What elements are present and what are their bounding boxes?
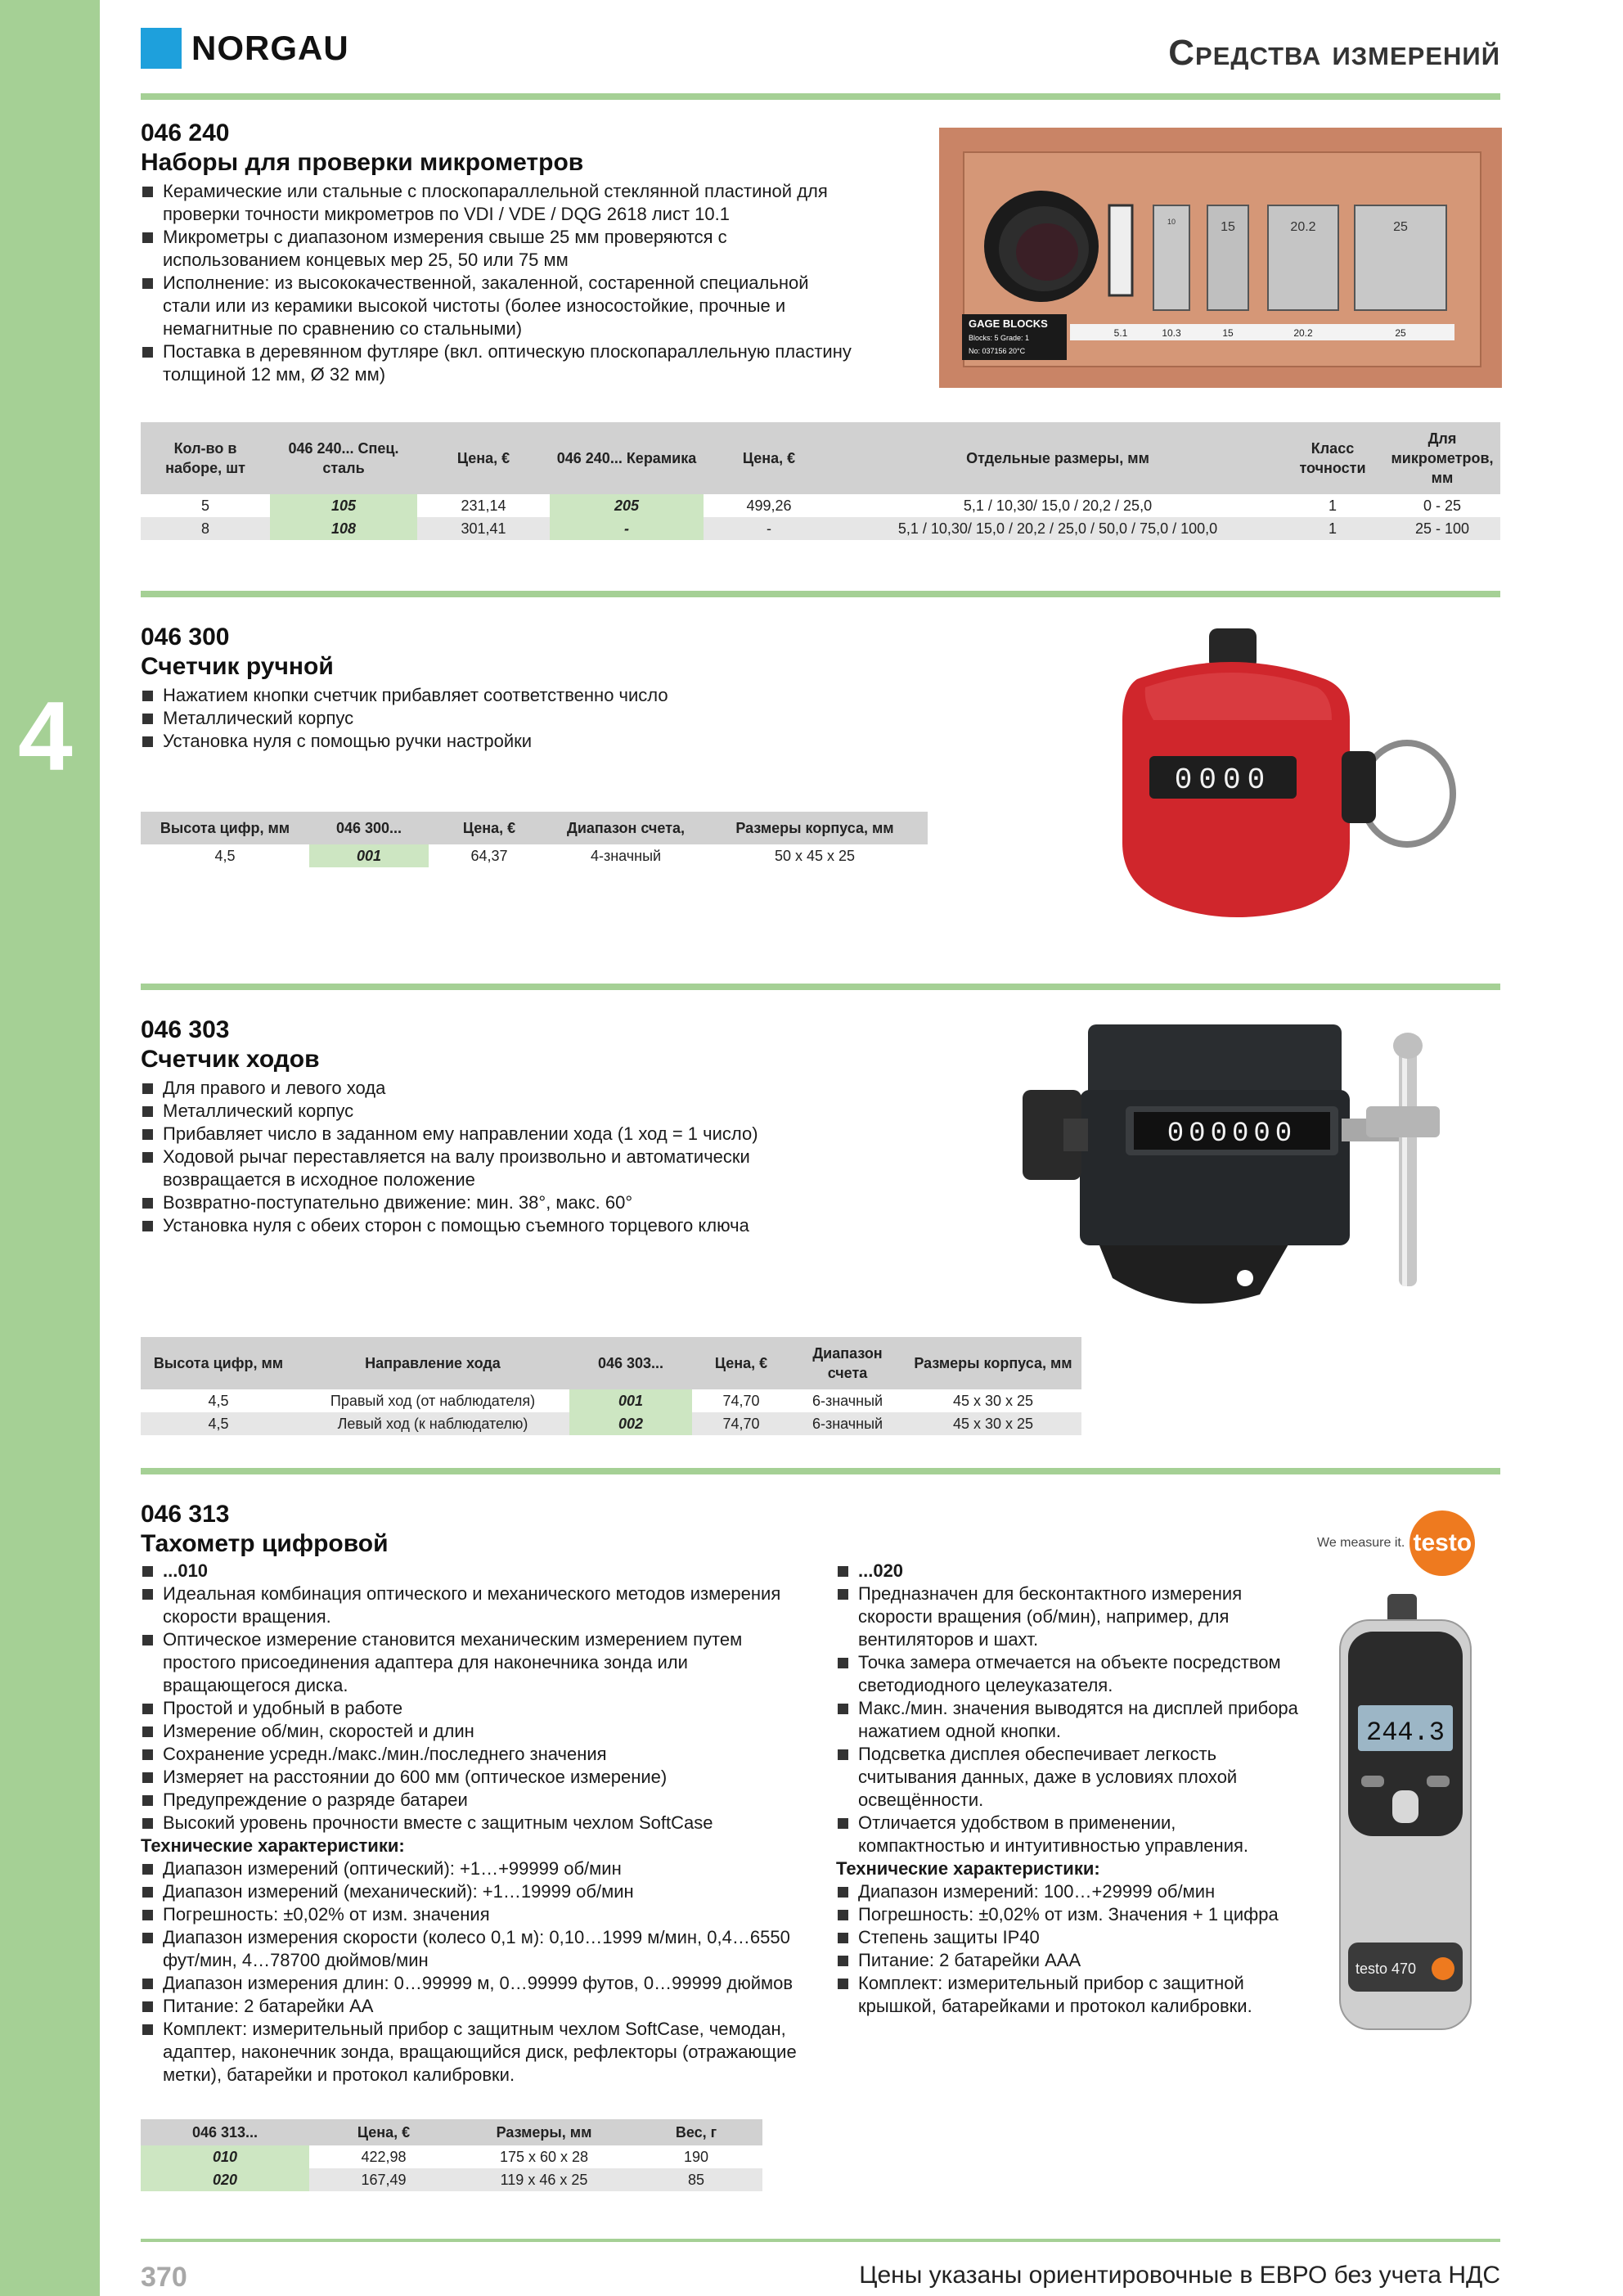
column-header: Размеры корпуса, мм (905, 1337, 1081, 1389)
scale-label: 10.3 (1162, 327, 1181, 339)
feature-item: Степень защиты IP40 (836, 1926, 1302, 1949)
scale-label: 25 (1395, 327, 1406, 339)
feature-item: Измерение об/мин, скоростей и длин (141, 1720, 812, 1743)
table-row (141, 494, 1500, 517)
cell: 499,26 (746, 497, 792, 514)
table-row (141, 1389, 1081, 1412)
table-row (141, 517, 1500, 540)
product-title: Счетчик ходов (141, 1046, 320, 1073)
feature-item: Погрешность: ±0,02% от изм. значения (141, 1903, 812, 1926)
brand-name: NORGAU (191, 29, 349, 67)
order-code-cell: 010 (141, 2145, 309, 2168)
block-label: 20.2 (1290, 220, 1316, 234)
cell: 4,5 (141, 1412, 296, 1435)
chapter-sidebar (0, 0, 100, 2296)
cell: 175 x 60 x 28 (499, 2148, 589, 2165)
feature-list (141, 1077, 852, 1237)
divider (141, 2239, 1500, 2242)
table-header-row (141, 2119, 762, 2145)
label-plate-text: Blocks: 5 Grade: 1 (969, 334, 1030, 342)
feature-item: Комплект: измерительный прибор с защитным чехлом SoftCase, чемодан, адаптер, наконечник зонда, вращающийся диск, рефлекторы (отражающие метки), батарейки и протокол калибровки. (141, 2018, 812, 2087)
feature-list-010 (141, 1560, 812, 2087)
feature-item: Микрометры с диапазоном измерения свыше 25 мм проверяются с использованием концевых мер 25, 50 или 75 мм (141, 226, 852, 272)
table-header-row (141, 1337, 1081, 1389)
cell: 1 (1281, 517, 1384, 540)
order-code-cell: 001 (309, 844, 429, 867)
feature-item: Диапазон измерений: 100…+29999 об/мин (836, 1880, 1302, 1903)
scale-label: 5.1 (1113, 327, 1128, 339)
logo-square-icon (141, 28, 182, 69)
column-header: Цена, € (692, 1337, 790, 1389)
cell: 4-значный (590, 847, 662, 864)
cell: 119 x 46 x 25 (458, 2168, 630, 2191)
column-header: Кол-во в наборе, шт (141, 422, 270, 494)
article-number: 046 303 (141, 1016, 230, 1043)
scale-label: 15 (1222, 327, 1234, 339)
column-header: Высота цифр, мм (141, 1337, 296, 1389)
feature-list (141, 180, 852, 386)
spec-table (141, 2119, 762, 2191)
cell: 64,37 (470, 847, 508, 864)
column-header: Цена, € (704, 422, 834, 494)
feature-item: Высокий уровень прочности вместе с защитным чехлом SoftCase (141, 1812, 812, 1835)
tachometer-photo (1332, 1591, 1479, 2033)
testo-slogan: We measure it. (1317, 1536, 1405, 1550)
column-header: Для микрометров, мм (1384, 422, 1500, 494)
cell: 0 - 25 (1423, 497, 1462, 514)
cell: Правый ход (от наблюдателя) (330, 1392, 536, 1409)
feature-list-020 (836, 1560, 1302, 2018)
cell: 190 (683, 2148, 709, 2165)
cell: 45 x 30 x 25 (952, 1392, 1034, 1409)
feature-item: Отличается удобством в применении, компактностью и интуитивностью управления. (836, 1812, 1302, 1857)
feature-item: Предназначен для бесконтактного измерения скорости вращения (об/мин), например, для вентиляторов и шахт. (836, 1582, 1302, 1651)
table-row (141, 844, 928, 867)
feature-item: Исполнение: из высококачественной, закаленной, состаренной специальной стали или из керамики высокой чистоты (более износостойкие, прочные и немагнитные по сравнению со стальными) (141, 272, 852, 340)
order-code-cell: 002 (569, 1412, 692, 1435)
block-label: 10 (1167, 218, 1176, 226)
column-header: Направление хода (296, 1337, 569, 1389)
counter-digits: 000000 (1167, 1119, 1297, 1150)
column-header: Цена, € (429, 812, 550, 844)
divider (141, 591, 1500, 597)
feature-item: Установка нуля с помощью ручки настройки (141, 730, 877, 753)
table-header-row (141, 812, 928, 844)
cell: 74,70 (692, 1412, 790, 1435)
cell: 301,41 (417, 517, 550, 540)
feature-item: Питание: 2 батарейки ААА (836, 1949, 1302, 1972)
tachometer-display: 244.3 (1365, 1717, 1445, 1748)
feature-item: Точка замера отмечается на объекте посредством светодиодного целеуказателя. (836, 1651, 1302, 1697)
product-title: Наборы для проверки микрометров (141, 149, 584, 176)
section-title: Средства измерений (1168, 33, 1500, 73)
cell: 85 (630, 2168, 762, 2191)
column-header: Цена, € (309, 2119, 458, 2145)
feature-item: Нажатием кнопки счетчик прибавляет соответственно число (141, 684, 877, 707)
order-code-cell: 108 (270, 517, 417, 540)
divider (141, 93, 1500, 100)
feature-item: Питание: 2 батарейки АА (141, 1995, 812, 2018)
table-header-row (141, 422, 1500, 494)
column-header: 046 300... (309, 812, 429, 844)
cell: 50 x 45 x 25 (774, 847, 856, 864)
price-note: Цены указаны ориентировочные в ЕВРО без учета НДС (859, 2262, 1500, 2289)
feature-item: Поставка в деревянном футляре (вкл. оптическую плоскопараллельную пластину толщиной 12 мм, Ø 32 мм) (141, 340, 852, 386)
specs-heading: Технические характеристики: (836, 1858, 1100, 1879)
cell: 74,70 (722, 1392, 760, 1409)
column-header: Класс точности (1281, 422, 1384, 494)
column-header: 046 303... (569, 1337, 692, 1389)
cell: 4,5 (208, 1392, 229, 1409)
spec-table (141, 422, 1500, 540)
feature-item: Диапазон измерений (оптический): +1…+99999 об/мин (141, 1857, 812, 1880)
column-header: Высота цифр, мм (141, 812, 309, 844)
feature-item: Погрешность: ±0,02% от изм. Значения + 1 цифра (836, 1903, 1302, 1926)
order-code-cell: 020 (141, 2168, 309, 2191)
feature-item: Керамические или стальные с плоскопараллельной стеклянной пластиной для проверки точности микрометров по VDI / VDE / DQG 2618 лист 10.1 (141, 180, 852, 226)
cell: 45 x 30 x 25 (905, 1412, 1081, 1435)
cell: 5,1 / 10,30/ 15,0 / 20,2 / 25,0 (963, 497, 1153, 514)
feature-item: Комплект: измерительный прибор с защитной крышкой, батарейками и протокол калибровки. (836, 1972, 1302, 2018)
feature-item: Простой и удобный в работе (141, 1697, 812, 1720)
article-number: 046 313 (141, 1501, 230, 1528)
cell: 6-значный (812, 1392, 883, 1409)
order-code-cell: 205 (550, 494, 704, 517)
feature-item: Металлический корпус (141, 1100, 852, 1123)
gage-blocks-photo (939, 128, 1502, 388)
scale-label: 20.2 (1293, 327, 1313, 339)
hand-counter-photo (1104, 622, 1472, 925)
block-label: 25 (1393, 220, 1408, 234)
cell: 4,5 (214, 847, 236, 864)
cell: - (704, 517, 834, 540)
column-header: Отдельные размеры, мм (834, 422, 1281, 494)
testo-logo (1317, 1510, 1475, 1576)
cell: 8 (141, 517, 270, 540)
norgau-logo (141, 28, 349, 69)
product-title: Счетчик ручной (141, 653, 334, 680)
cell: 5,1 / 10,30/ 15,0 / 20,2 / 25,0 / 50,0 / 75,0 / 100,0 (834, 517, 1281, 540)
feature-item: ...020 (836, 1560, 1302, 1582)
feature-item: Подсветка дисплея обеспечивает легкость считывания данных, даже в условиях плохой освещённости. (836, 1743, 1302, 1812)
cell: 5 (200, 497, 209, 514)
feature-item: Сохранение усредн./макс./мин./последнего значения (141, 1743, 812, 1766)
block-label: 15 (1221, 220, 1235, 234)
order-code-cell: - (550, 517, 704, 540)
article-number: 046 300 (141, 624, 230, 651)
order-code-cell: 105 (270, 494, 417, 517)
tachometer-model: testo 470 (1355, 1961, 1417, 1977)
feature-item: Диапазон измерений (механический): +1…19999 об/мин (141, 1880, 812, 1903)
feature-item: Идеальная комбинация оптического и механического методов измерения скорости вращения. (141, 1582, 812, 1628)
feature-item: Предупреждение о разряде батареи (141, 1789, 812, 1812)
specs-heading: Технические характеристики: (141, 1835, 405, 1856)
sidebar-gap (100, 0, 116, 2296)
column-header: Диапазон счета, (550, 812, 702, 844)
label-plate-text: GAGE BLOCKS (969, 317, 1048, 330)
divider (141, 984, 1500, 990)
table-row (141, 1412, 1081, 1435)
feature-item: Измеряет на расстоянии до 600 мм (оптическое измерение) (141, 1766, 812, 1789)
spec-table (141, 812, 928, 867)
feature-item: Оптическое измерение становится механическим измерением путем простого присоединения адаптера для наконечника зонда или вращающегося диска. (141, 1628, 812, 1697)
label-plate-text: No: 037156 20°C (969, 347, 1026, 355)
cell: 1 (1328, 497, 1337, 514)
feature-item: Диапазон измерения скорости (колесо 0,1 м): 0,10…1999 м/мин, 0,4…6550 фут/мин, 4…78700 дюймов/мин (141, 1926, 812, 1972)
column-header: Размеры, мм (458, 2119, 630, 2145)
feature-item: Установка нуля с обеих сторон с помощью съемного торцевого ключа (141, 1214, 852, 1237)
table-row (141, 2145, 762, 2168)
feature-item: Макс./мин. значения выводятся на дисплей прибора нажатием одной кнопки. (836, 1697, 1302, 1743)
feature-list (141, 684, 877, 753)
column-header: Диапазон счета (790, 1337, 905, 1389)
cell: Левый ход (к наблюдателю) (296, 1412, 569, 1435)
column-header: Размеры корпуса, мм (702, 812, 928, 844)
feature-item: Для правого и левого хода (141, 1077, 852, 1100)
feature-item: Металлический корпус (141, 707, 877, 730)
column-header: 046 240... Керамика (550, 422, 704, 494)
feature-item: Диапазон измерения длин: 0…99999 м, 0…99999 футов, 0…99999 дюймов (141, 1972, 812, 1995)
table-row (141, 2168, 762, 2191)
feature-item: ...010 (141, 1560, 812, 1582)
spec-table (141, 1337, 1081, 1435)
counter-digits: 0000 (1174, 763, 1272, 797)
article-number: 046 240 (141, 119, 230, 146)
column-header: 046 240... Спец. сталь (270, 422, 417, 494)
product-title: Тахометр цифровой (141, 1530, 389, 1557)
cell: 167,49 (309, 2168, 458, 2191)
divider (141, 1468, 1500, 1474)
feature-item: Возвратно-поступательно движение: мин. 38°, макс. 60° (141, 1191, 852, 1214)
column-header: 046 313... (141, 2119, 309, 2145)
cell: 6-значный (790, 1412, 905, 1435)
column-header: Вес, г (630, 2119, 762, 2145)
column-header: Цена, € (417, 422, 550, 494)
feature-item: Прибавляет число в заданном ему направлении хода (1 ход = 1 число) (141, 1123, 852, 1146)
stroke-counter-photo (1014, 1016, 1497, 1317)
cell: 25 - 100 (1384, 517, 1500, 540)
cell: 422,98 (361, 2148, 407, 2165)
chapter-number: 4 (18, 682, 73, 791)
order-code-cell: 001 (569, 1389, 692, 1412)
cell: 231,14 (461, 497, 506, 514)
feature-item: Ходовой рычаг переставляется на валу произвольно и автоматически возвращается в исходное положение (141, 1146, 852, 1191)
testo-brand: testo (1409, 1510, 1475, 1576)
page-number: 370 (141, 2262, 187, 2293)
